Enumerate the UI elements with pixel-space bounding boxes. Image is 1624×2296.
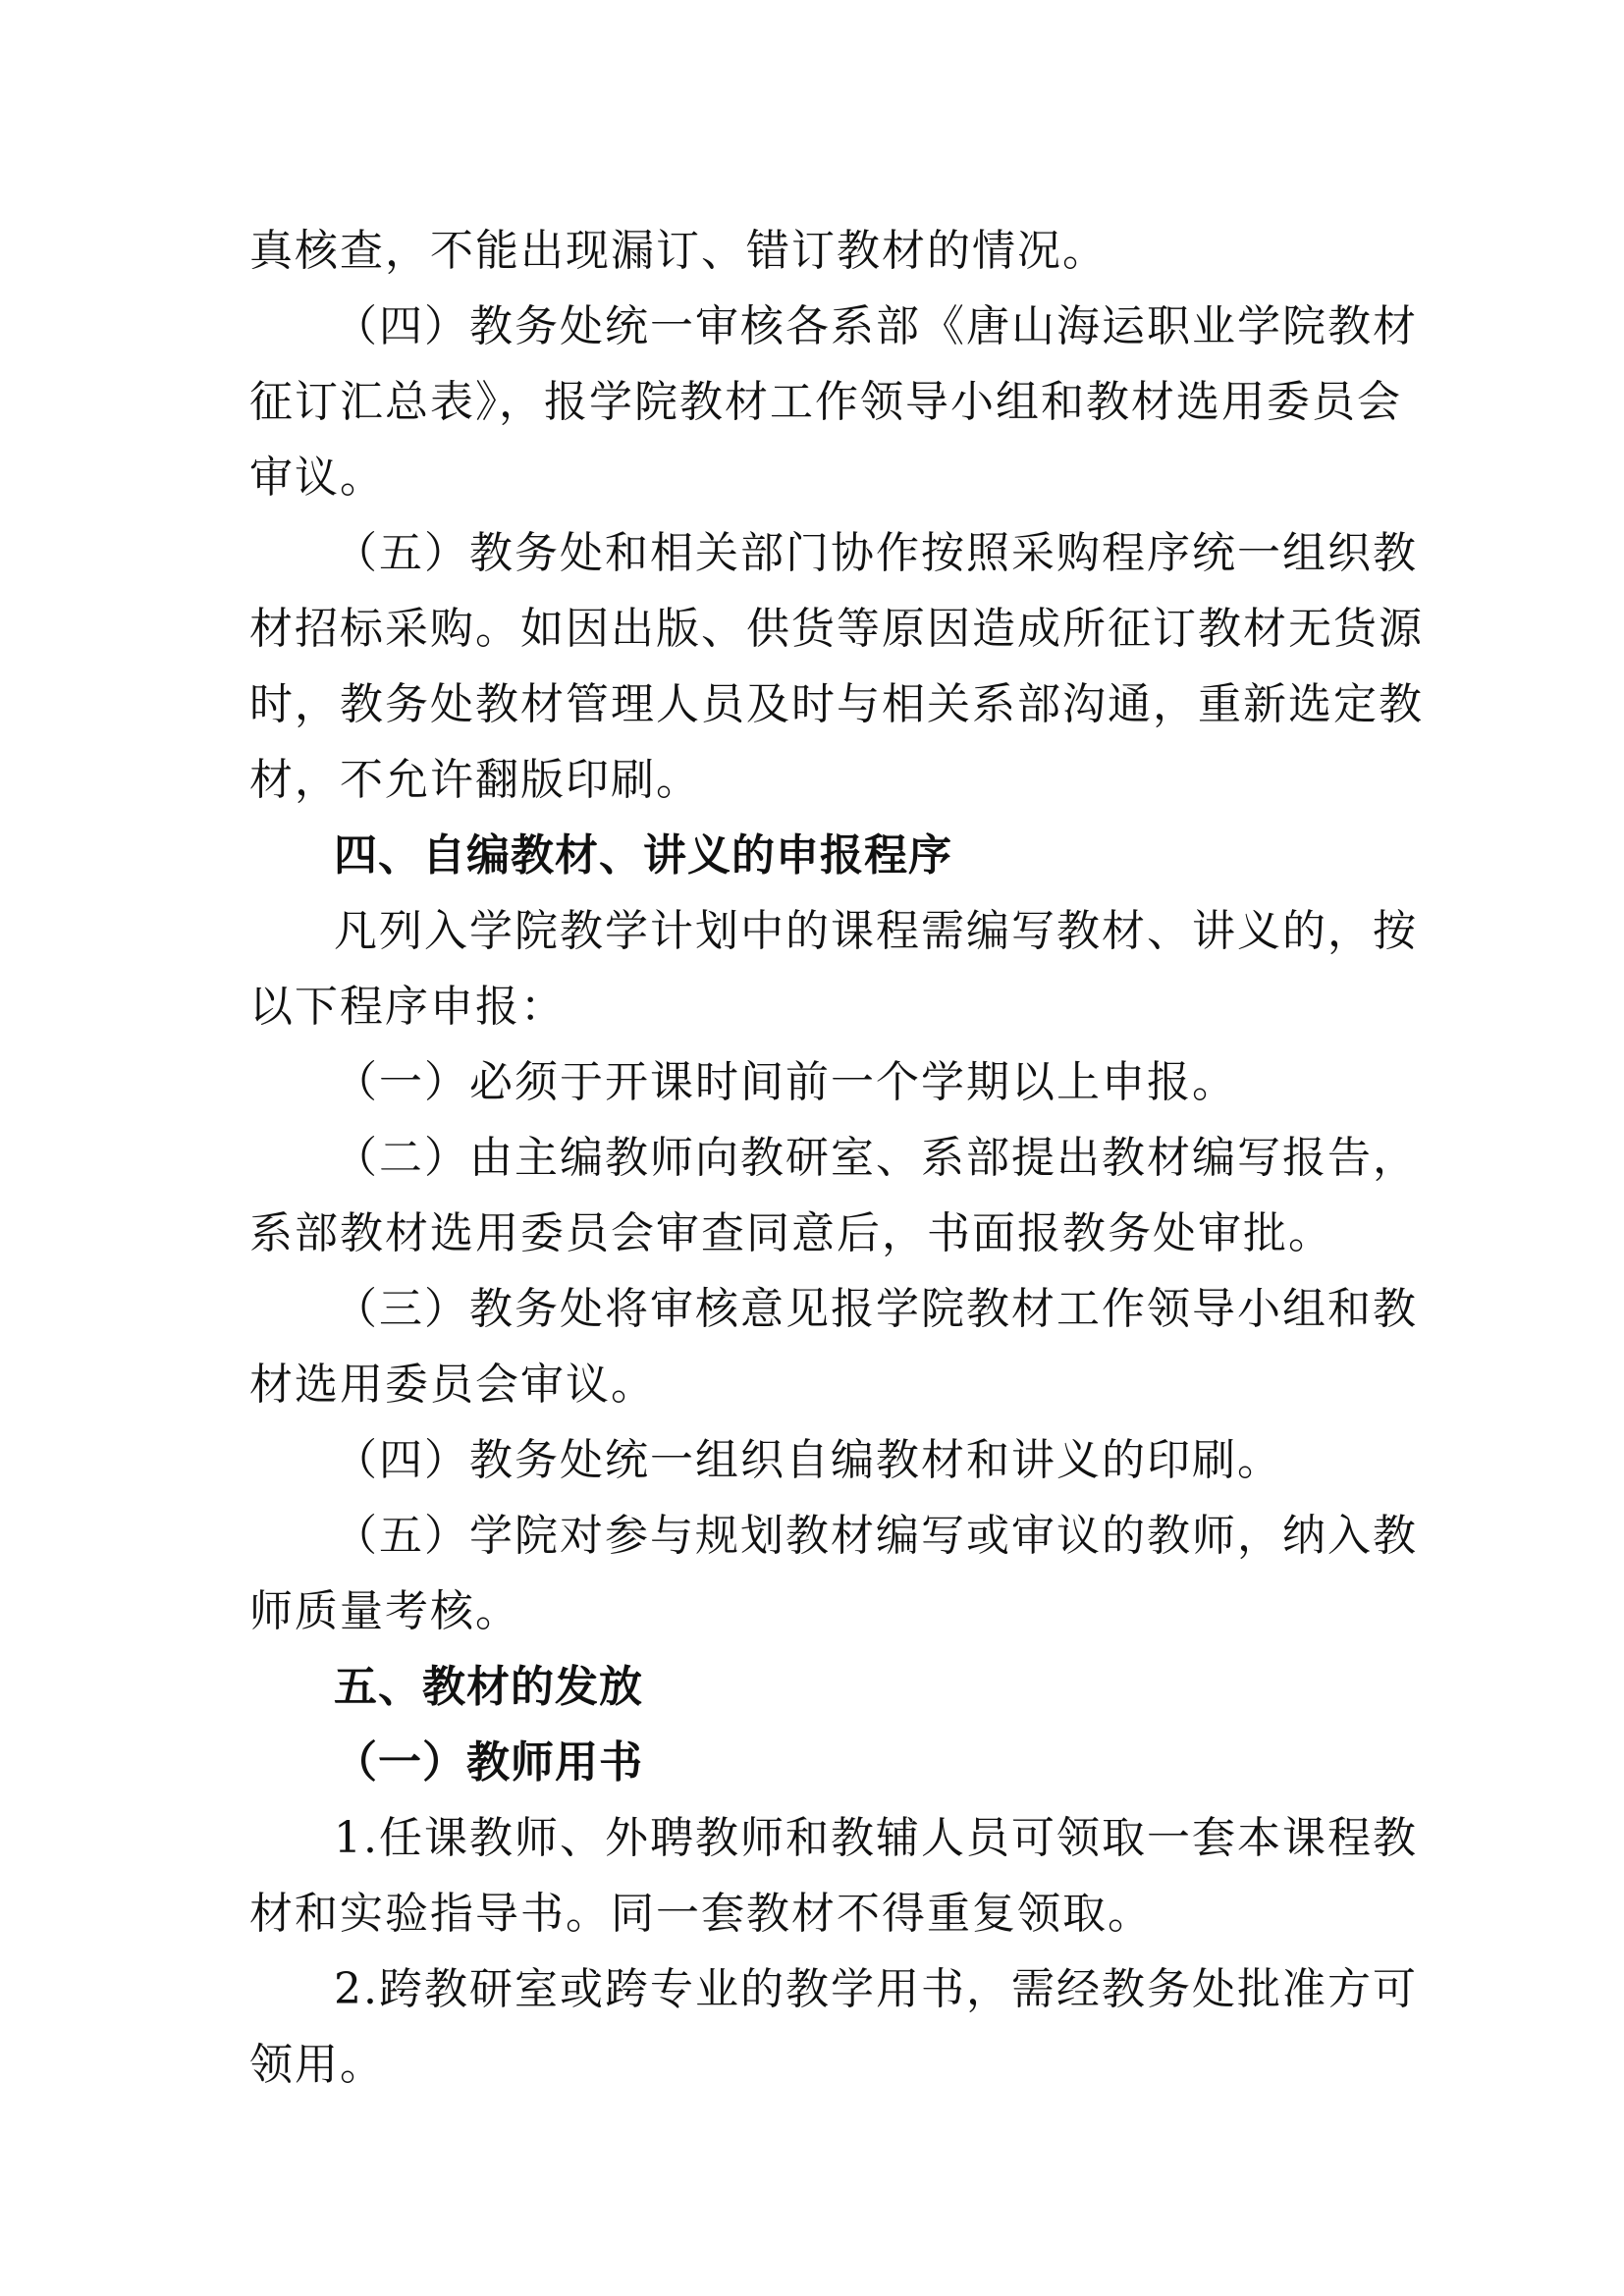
paragraph-line: （五）学院对参与规划教材编写或审议的教师，纳入教 — [334, 1511, 1418, 1561]
paragraph-line: 材，不允许翻版印刷。 — [249, 755, 701, 805]
paragraph-line: 系部教材选用委员会审查同意后，书面报教务处审批。 — [249, 1208, 1333, 1258]
paragraph-line: 材和实验指导书。同一套教材不得重复领取。 — [249, 1889, 1153, 1939]
section-heading: 四、自编教材、讲义的申报程序 — [334, 830, 952, 881]
paragraph-line: 时，教务处教材管理人员及时与相关系部沟通，重新选定教 — [249, 679, 1424, 729]
paragraph-line: 材选用委员会审议。 — [249, 1360, 656, 1410]
paragraph-line: （四）教务处统一审核各系部《唐山海运职业学院教材 — [334, 301, 1418, 351]
paragraph-line: 1.任课教师、外聘教师和教辅人员可领取一套本课程教 — [334, 1813, 1418, 1863]
paragraph-line: 领用。 — [249, 2040, 385, 2090]
section-heading: 五、教材的发放 — [334, 1662, 643, 1712]
paragraph-line: 审议。 — [249, 453, 385, 503]
paragraph-line: （三）教务处将审核意见报学院教材工作领导小组和教 — [334, 1284, 1418, 1334]
paragraph-line: 真核查，不能出现漏订、错订教材的情况。 — [249, 226, 1108, 276]
subsection-heading: （一）教师用书 — [334, 1737, 643, 1788]
paragraph-line: （五）教务处和相关部门协作按照采购程序统一组织教 — [334, 528, 1418, 578]
paragraph-line: （四）教务处统一组织自编教材和讲义的印刷。 — [334, 1435, 1282, 1485]
paragraph-line: 征订汇总表》，报学院教材工作领导小组和教材选用委员会 — [249, 377, 1402, 427]
paragraph-line: 2.跨教研室或跨专业的教学用书，需经教务处批准方可 — [334, 1964, 1418, 2014]
paragraph-line: 材招标采购。如因出版、供货等原因造成所征订教材无货源 — [249, 604, 1424, 654]
paragraph-line: 以下程序申报： — [249, 982, 566, 1032]
paragraph-line: 师质量考核。 — [249, 1586, 520, 1636]
paragraph-line: （一）必须于开课时间前一个学期以上申报。 — [334, 1057, 1237, 1107]
paragraph-line: （二）由主编教师向教研室、系部提出教材编写报告， — [334, 1133, 1418, 1183]
paragraph-line: 凡列入学院教学计划中的课程需编写教材、讲义的，按 — [334, 906, 1418, 956]
